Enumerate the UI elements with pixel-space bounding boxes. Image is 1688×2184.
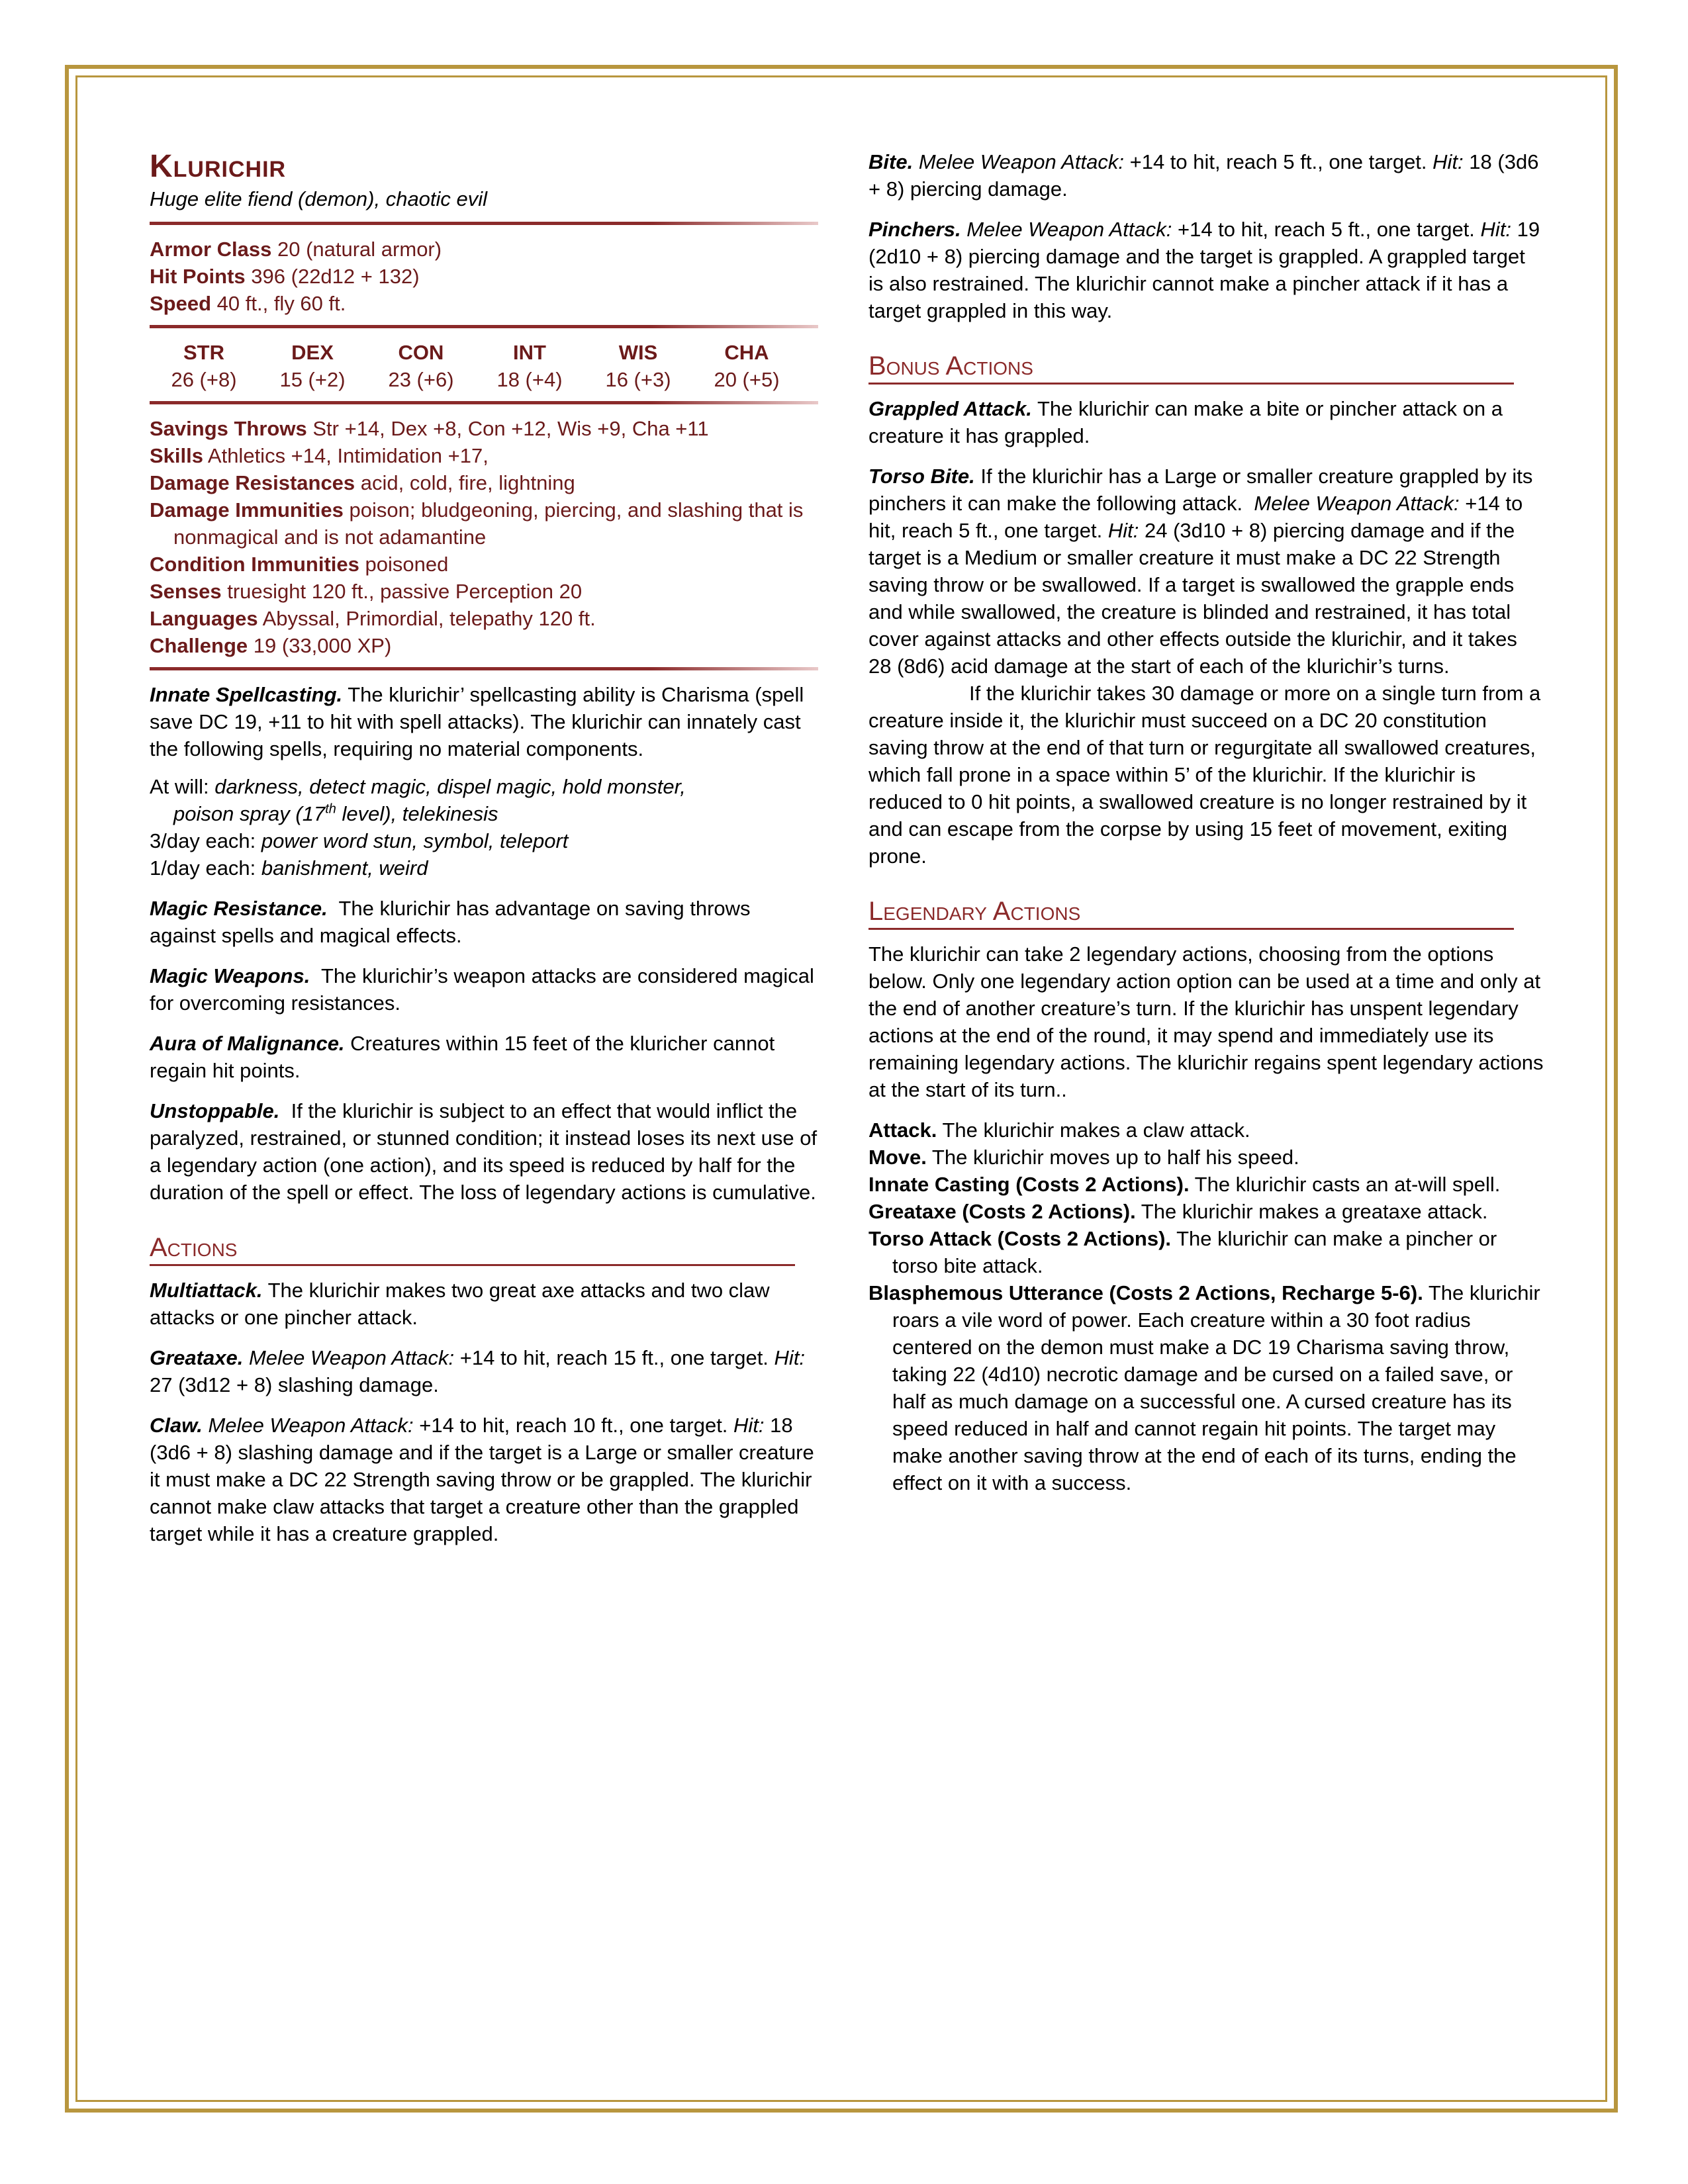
spells-one-per-day: 1/day each: banishment, weird — [150, 856, 428, 880]
ability-name: CON — [398, 341, 444, 364]
ability-score: 26 (+8) — [171, 368, 237, 391]
bonus-grappled-attack: Grappled Attack. The klurichir can make a bite or pincher attack on a creature it has grappled. — [868, 397, 1503, 447]
trait-aura-of-malignance: Aura of Malignance. Creatures within 15 feet of the kluricher cannot regain hit points. — [150, 1032, 775, 1082]
ability-name: DEX — [291, 341, 334, 364]
languages: Languages Abyssal, Primordial, telepathy 120 ft. — [150, 607, 596, 630]
skills: Skills Athletics +14, Intimidation +17, — [150, 444, 489, 467]
divider — [150, 325, 818, 328]
ability-name: INT — [513, 341, 546, 364]
actions-heading: Actions — [150, 1232, 795, 1266]
bonus-torso-bite: Torso Bite. If the klurichir has a Large or smaller creature grappled by its pinchers it can make the following attack. Melee Weapon Attack: +14 to hit, reach 5 ft., one target. Hit: 24 (3d10 + 8) piercing damage and if the target is a Medium or smaller creature it must make a DC 22 Strength saving throw or be swallowed. If a target is swallowed the grapple ends and while swallowed, the creature is blinded and restrained, it has total cover against attacks and other effects outside the klurichir, and it takes 28 (8d6) acid damage at the start of each of the klurichir’s turns. — [868, 465, 1533, 678]
trait-magic-resistance: Magic Resistance. The klurichir has advantage on saving throws against spells and magical effects. — [150, 897, 751, 947]
left-column — [150, 148, 818, 1561]
ability-score: 23 (+6) — [388, 368, 454, 391]
right-column — [868, 148, 1544, 1496]
ability-scores — [150, 366, 818, 393]
damage-immunities: Damage Immunities poison; bludgeoning, piercing, and slashing that is nonmagical and is not adamantine — [150, 498, 804, 549]
legendary-actions-heading: Legendary Actions — [868, 896, 1514, 930]
trait-innate-spellcasting: Innate Spellcasting. The klurichir’ spellcasting ability is Charisma (spell save DC 19, +11 to hit with spell attacks). The klurichir can innately cast the following spells, requiring no material components. — [150, 683, 804, 760]
senses: Senses truesight 120 ft., passive Perception 20 — [150, 580, 583, 603]
legendary-innate-casting: Innate Casting (Costs 2 Actions). The klurichir casts an at-will spell. — [868, 1173, 1501, 1196]
damage-resistances: Damage Resistances acid, cold, fire, lightning — [150, 471, 575, 494]
bonus-torso-bite-regurgitate: If the klurichir takes 30 damage or more on a single turn from a creature inside it, the klurichir must succeed on a DC 20 constitution saving throw at the end of that turn or regurgitate all swallowed creatures, which fall prone in a space within 5’ of the klurichir. If the klurichir is reduced to 0 hit points, a swallowed creature is no longer restrained by it and can escape from the corpse by using 15 feet of movement, exiting prone. — [868, 682, 1541, 868]
action-greataxe: Greataxe. Melee Weapon Attack: +14 to hit, reach 15 ft., one target. Hit: 27 (3d12 + 8) slashing damage. — [150, 1346, 806, 1396]
legendary-torso-attack: Torso Attack (Costs 2 Actions). The klurichir can make a pincher or torso bite attack. — [868, 1227, 1497, 1277]
legendary-blasphemous-utterance: Blasphemous Utterance (Costs 2 Actions, Recharge 5-6). The klurichir roars a vile word of power. Each creature within a 30 foot radius centered on the demon must make a DC 19 Charisma saving throw, taking 22 (4d10) necrotic damage and be cursed on a failed save, or half as much damage on a successful one. A cursed creature has its speed reduced in half and cannot regain hit points. The target may make another saving throw at the end of each of its turns, ending the effect on it with a success. — [868, 1281, 1540, 1494]
speed: Speed 40 ft., fly 60 ft. — [150, 292, 346, 315]
ability-score: 15 (+2) — [279, 368, 346, 391]
action-claw: Claw. Melee Weapon Attack: +14 to hit, reach 10 ft., one target. Hit: 18 (3d6 + 8) slashing damage and if the target is a Large or smaller creature it must make a DC 22 Strength saving throw or be grappled. The klurichir cannot make claw attacks that target a creature other than the grappled target while it has a creature grappled. — [150, 1414, 814, 1545]
trait-unstoppable: Unstoppable. If the klurichir is subject to an effect that would inflict the paralyzed, restrained, or stunned condition; it instead loses its next use of a legendary action (one action), and its speed is reduced by half for the duration of the spell or effect. The loss of legendary actions is cumulative. — [150, 1099, 818, 1204]
spells-at-will: At will: darkness, detect magic, dispel magic, hold monster, poison spray (17th level), telekinesis — [150, 775, 686, 825]
monster-type: Huge elite fiend (demon), chaotic evil — [150, 187, 488, 210]
ability-name: CHA — [724, 341, 769, 364]
action-multiattack: Multiattack. The klurichir makes two great axe attacks and two claw attacks or one pincher attack. — [150, 1279, 770, 1329]
divider — [150, 222, 818, 225]
ability-score: 20 (+5) — [714, 368, 780, 391]
trait-magic-weapons: Magic Weapons. The klurichir’s weapon attacks are considered magical for overcoming resistances. — [150, 964, 814, 1015]
divider — [150, 667, 818, 670]
condition-immunities: Condition Immunities poisoned — [150, 553, 449, 576]
legendary-move: Move. The klurichir moves up to half his speed. — [868, 1146, 1299, 1169]
legendary-intro: The klurichir can take 2 legendary actions, choosing from the options below. Only one legendary action option can be used at a time and only at the end of another creature’s turn. If the klurichir has unspent legendary actions at the end of the round, it may spend and immediately use its remaining legendary actions. The klurichir regains spent legendary actions at the start of its turn.. — [868, 942, 1544, 1101]
hit-points: Hit Points 396 (22d12 + 132) — [150, 265, 420, 288]
armor-class: Armor Class 20 (natural armor) — [150, 238, 442, 261]
ability-names — [150, 339, 818, 366]
action-bite: Bite. Melee Weapon Attack: +14 to hit, reach 5 ft., one target. Hit: 18 (3d6 + 8) piercing damage. — [868, 150, 1539, 201]
legendary-attack: Attack. The klurichir makes a claw attack. — [868, 1118, 1250, 1142]
saving-throws: Savings Throws Str +14, Dex +8, Con +12, Wis +9, Cha +11 — [150, 417, 709, 440]
action-pinchers: Pinchers. Melee Weapon Attack: +14 to hit, reach 5 ft., one target. Hit: 19 (2d10 + 8) piercing damage and the target is grappled. A grappled target is also restrained. The klurichir cannot make a pincher attack if it has a target grappled in this way. — [868, 218, 1540, 322]
legendary-greataxe: Greataxe (Costs 2 Actions). The klurichir makes a greataxe attack. — [868, 1200, 1488, 1223]
challenge: Challenge 19 (33,000 XP) — [150, 634, 392, 657]
bonus-actions-heading: Bonus Actions — [868, 351, 1514, 385]
ability-score: 16 (+3) — [605, 368, 671, 391]
spells-three-per-day: 3/day each: power word stun, symbol, teleport — [150, 829, 569, 852]
monster-name: Klurichir — [150, 149, 287, 184]
ability-name: STR — [183, 341, 224, 364]
ability-name: WIS — [618, 341, 658, 364]
ability-score: 18 (+4) — [496, 368, 563, 391]
divider — [150, 401, 818, 404]
